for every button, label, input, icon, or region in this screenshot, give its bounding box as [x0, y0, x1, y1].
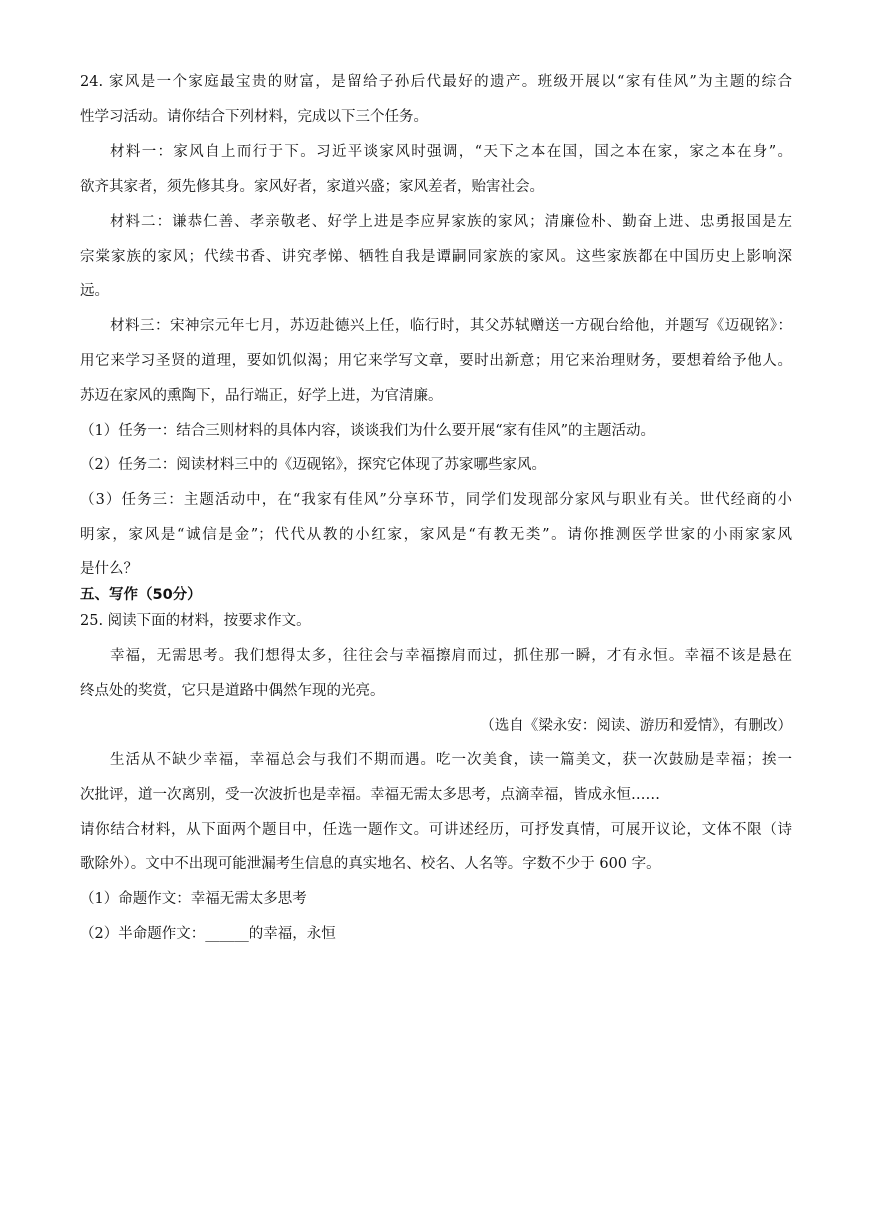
q25-intro: 25. 阅读下面的材料，按要求作文。 [80, 613, 311, 629]
task3-line-2: 明家，家风是“诚信是金”；代代从教的小红家，家风是“有教无类”。请你推测医学世家的小雨家家风 [80, 527, 792, 543]
q24-intro-line-2: 性学习活动。请你结合下列材料，完成以下三个任务。 [80, 109, 428, 125]
quote-source: （选自《梁永安：阅读、游历和爱情》，有删改） [480, 718, 792, 734]
quote-line-1: 幸福，无需思考。我们想得太多，往往会与幸福擦肩而过，抓住那一瞬，才有永恒。幸福不该是悬在 [110, 648, 792, 664]
material3-line-1: 材料三：宋神宗元年七月，苏迈赴德兴上任，临行时，其父苏轼赠送一方砚台给他，并题写《迈砚铭》： [110, 318, 792, 334]
q24-intro-line-1: 24. 家风是一个家庭最宝贵的财富，是留给子孙后代最好的遗产。班级开展以“家有佳风”为主题的综合 [80, 74, 792, 90]
section-heading-writing: 五、写作（50分） [80, 587, 202, 603]
material1-line-2: 欲齐其家者，须先修其身。家风好者，家道兴盛；家风差者，贻害社会。 [80, 179, 544, 195]
material3-line-2: 用它来学习圣贤的道理，要如饥似渴；用它来学写文章，要时出新意；用它来治理财务，要想着给予他人。 [80, 353, 792, 369]
task2: （2）任务二：阅读材料三中的《迈砚铭》，探究它体现了苏家哪些家风。 [80, 457, 546, 473]
task1: （1）任务一：结合三则材料的具体内容，谈谈我们为什么要开展“家有佳风”的主题活动。 [80, 423, 656, 439]
para-line-2: 次批评，道一次离别，受一次波折也是幸福。幸福无需太多思考，点滴幸福，皆成永恒…… [80, 787, 660, 803]
essay-option-2: （2）半命题作文：______的幸福，永恒 [80, 926, 336, 942]
instructions-line-1: 请你结合材料，从下面两个题目中，任选一题作文。可讲述经历，可抒发真情，可展开议论，文体不限（诗 [80, 822, 792, 838]
instructions-line-2: 歌除外）。文中不出现可能泄漏考生信息的真实地名、校名、人名等。字数不少于 600 字。 [80, 856, 661, 872]
material2-line-3: 远。 [80, 283, 109, 299]
material2-line-1: 材料二：谦恭仁善、孝亲敬老、好学上进是李应昇家族的家风；清廉俭朴、勤奋上进、忠勇报国是左 [110, 214, 792, 230]
task3-line-3: 是什么？ [80, 561, 138, 577]
para-line-1: 生活从不缺少幸福，幸福总会与我们不期而遇。吃一次美食，读一篇美文，获一次鼓励是幸福；挨一 [110, 752, 792, 768]
material3-line-3: 苏迈在家风的熏陶下，品行端正，好学上进，为官清廉。 [80, 388, 443, 404]
task3-line-1: （3）任务三：主题活动中，在“我家有佳风”分享环节，同学们发现部分家风与职业有关。世代经商的小 [80, 492, 792, 508]
material2-line-2: 宗棠家族的家风；代续书香、讲究孝悌、牺牲自我是谭嗣同家族的家风。这些家族都在中国历史上影响深 [80, 249, 792, 265]
essay-option-1: （1）命题作文：幸福无需太多思考 [80, 891, 307, 907]
material1-line-1: 材料一：家风自上而行于下。习近平谈家风时强调，“天下之本在国，国之本在家，家之本在身”。 [110, 144, 792, 160]
quote-line-2: 终点处的奖赏，它只是道路中偶然乍现的光亮。 [80, 683, 385, 699]
